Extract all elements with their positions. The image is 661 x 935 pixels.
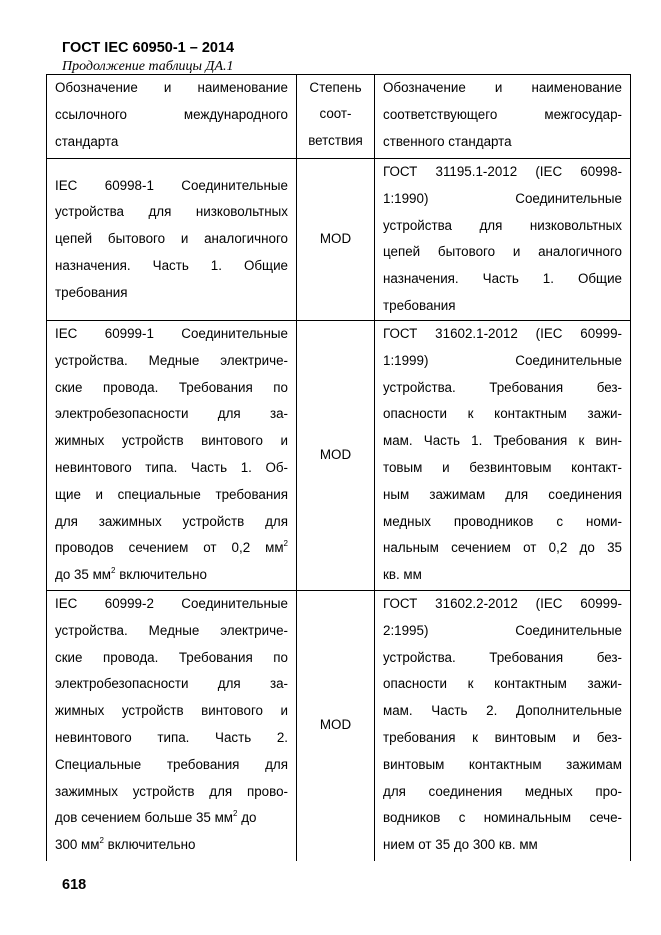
cell-line: электробезопасности для за- xyxy=(55,406,288,422)
cell-line: устройства для низковольтных xyxy=(55,204,288,220)
intl-standard-cell xyxy=(47,159,297,321)
cell-line: цепей бытового и аналогичного xyxy=(383,244,622,260)
cell-line: ские провода. Требования по xyxy=(55,379,288,395)
cell-text: проводов сечением от 0,2 мм xyxy=(55,540,284,556)
degree-cell: MOD xyxy=(297,321,375,591)
cell-line: невинтового типа. Часть 1. Об- xyxy=(55,459,288,475)
national-standard-cell xyxy=(375,321,631,591)
table-row xyxy=(47,591,631,861)
cell-line: жимных устройств винтового и xyxy=(55,703,288,719)
cell-line: ГОСТ 31602.2-2012 (IEC 60999- xyxy=(383,596,622,611)
table-header-row xyxy=(47,75,631,159)
degree-cell: MOD xyxy=(297,591,375,861)
intl-standard-cell xyxy=(47,321,297,591)
cell-line: IEC 60999-2 Соединительные xyxy=(55,596,288,611)
cell-line: устройства. Медные электриче- xyxy=(55,622,288,638)
document-title: ГОСТ IEC 60950-1 – 2014 xyxy=(62,40,235,56)
cell-line: зажимных устройств для прово- xyxy=(55,783,288,799)
header-intl-standard xyxy=(47,75,297,159)
table-caption: Продолжение таблицы ДА.1 xyxy=(62,59,234,74)
superscript: 2 xyxy=(99,836,104,846)
cell-line: ГОСТ 31195.1-2012 (IEC 60998- xyxy=(383,164,622,179)
cell-line: требования xyxy=(55,284,128,300)
cell-line xyxy=(55,805,288,832)
header-text: ветствия xyxy=(308,132,363,148)
header-text: Обозначение и наименование xyxy=(383,80,622,95)
cell-text: включительно xyxy=(103,837,196,853)
cell-line: жимных устройств винтового и xyxy=(55,433,288,449)
header-text: соответствующего межгосудар- xyxy=(383,106,622,122)
cell-line: опасности к контактным зажи- xyxy=(383,676,622,692)
cell-line: водников с номинальным сече- xyxy=(383,810,622,826)
cell-line: устройства. Требования без- xyxy=(383,379,622,395)
cell-line: для зажимных устройств для xyxy=(55,513,288,529)
standards-table xyxy=(46,74,631,861)
cell-line: устройства. Медные электриче- xyxy=(55,352,288,368)
cell-line: кв. мм xyxy=(383,567,422,583)
cell-line: ские провода. Требования по xyxy=(55,649,288,665)
cell-line: 1:1999) Соединительные xyxy=(383,352,622,368)
header-text: Обозначение и наименование xyxy=(55,80,288,95)
cell-text: включительно xyxy=(115,567,207,583)
cell-line: 1:1990) Соединительные xyxy=(383,190,622,206)
intl-standard-cell xyxy=(47,591,297,861)
cell-line: опасности к контактным зажи- xyxy=(383,406,622,422)
cell-line: нальным сечением от 0,2 до 35 xyxy=(383,540,622,556)
cell-line xyxy=(55,535,288,562)
header-text: ственного стандарта xyxy=(383,133,512,149)
superscript: 2 xyxy=(233,809,238,819)
cell-text: до 35 мм xyxy=(55,567,112,583)
national-standard-cell xyxy=(375,591,631,861)
cell-line: цепей бытового и аналогичного xyxy=(55,231,288,247)
cell-line: нием от 35 до 300 кв. мм xyxy=(383,837,538,853)
table-row xyxy=(47,321,631,591)
cell-line: ГОСТ 31602.1-2012 (IEC 60999- xyxy=(383,326,622,341)
cell-line: IEC 60999-1 Соединительные xyxy=(55,326,288,341)
table-row xyxy=(47,159,631,321)
cell-text: до xyxy=(237,810,257,826)
header-degree xyxy=(297,75,375,159)
cell-text: дов сечением больше 35 мм xyxy=(55,810,234,826)
degree-cell: MOD xyxy=(297,159,375,321)
cell-line: невинтового типа. Часть 2. xyxy=(55,729,288,745)
cell-line: винтовым контактным зажимам xyxy=(383,756,622,772)
cell-line: мам. Часть 1. Требования к вин- xyxy=(383,433,622,449)
header-text: Степень xyxy=(309,80,362,95)
superscript: 2 xyxy=(111,566,116,576)
header-national-standard xyxy=(375,75,631,159)
header-text: ссылочного международного xyxy=(55,106,288,122)
cell-line: электробезопасности для за- xyxy=(55,676,288,692)
cell-line: назначения. Часть 1. Общие xyxy=(383,271,622,287)
cell-line: ным зажимам для соединения xyxy=(383,486,622,502)
cell-line: 2:1995) Соединительные xyxy=(383,622,622,638)
cell-line: товым и безвинтовым контакт- xyxy=(383,459,622,475)
cell-line: щие и специальные требования xyxy=(55,486,288,502)
header-text: стандарта xyxy=(55,133,119,149)
superscript: 2 xyxy=(283,539,288,549)
cell-line: требования к винтовым и без- xyxy=(383,729,622,745)
header-text: соот- xyxy=(319,106,352,122)
cell-line: устройства для низковольтных xyxy=(383,217,622,233)
cell-text: 300 мм xyxy=(55,837,100,853)
cell-line: медных проводников с номи- xyxy=(383,513,622,529)
cell-line: Специальные требования для xyxy=(55,756,288,772)
cell-line xyxy=(55,562,288,589)
national-standard-cell xyxy=(375,159,631,321)
cell-line: мам. Часть 2. Дополнительные xyxy=(383,703,622,719)
cell-line: устройства. Требования без- xyxy=(383,649,622,665)
cell-line: IEC 60998-1 Соединительные xyxy=(55,177,288,193)
cell-line: для соединения медных про- xyxy=(383,783,622,799)
page-number: 618 xyxy=(62,877,87,893)
cell-line: требования xyxy=(383,297,456,313)
cell-line xyxy=(55,832,288,859)
cell-line: назначения. Часть 1. Общие xyxy=(55,257,288,273)
